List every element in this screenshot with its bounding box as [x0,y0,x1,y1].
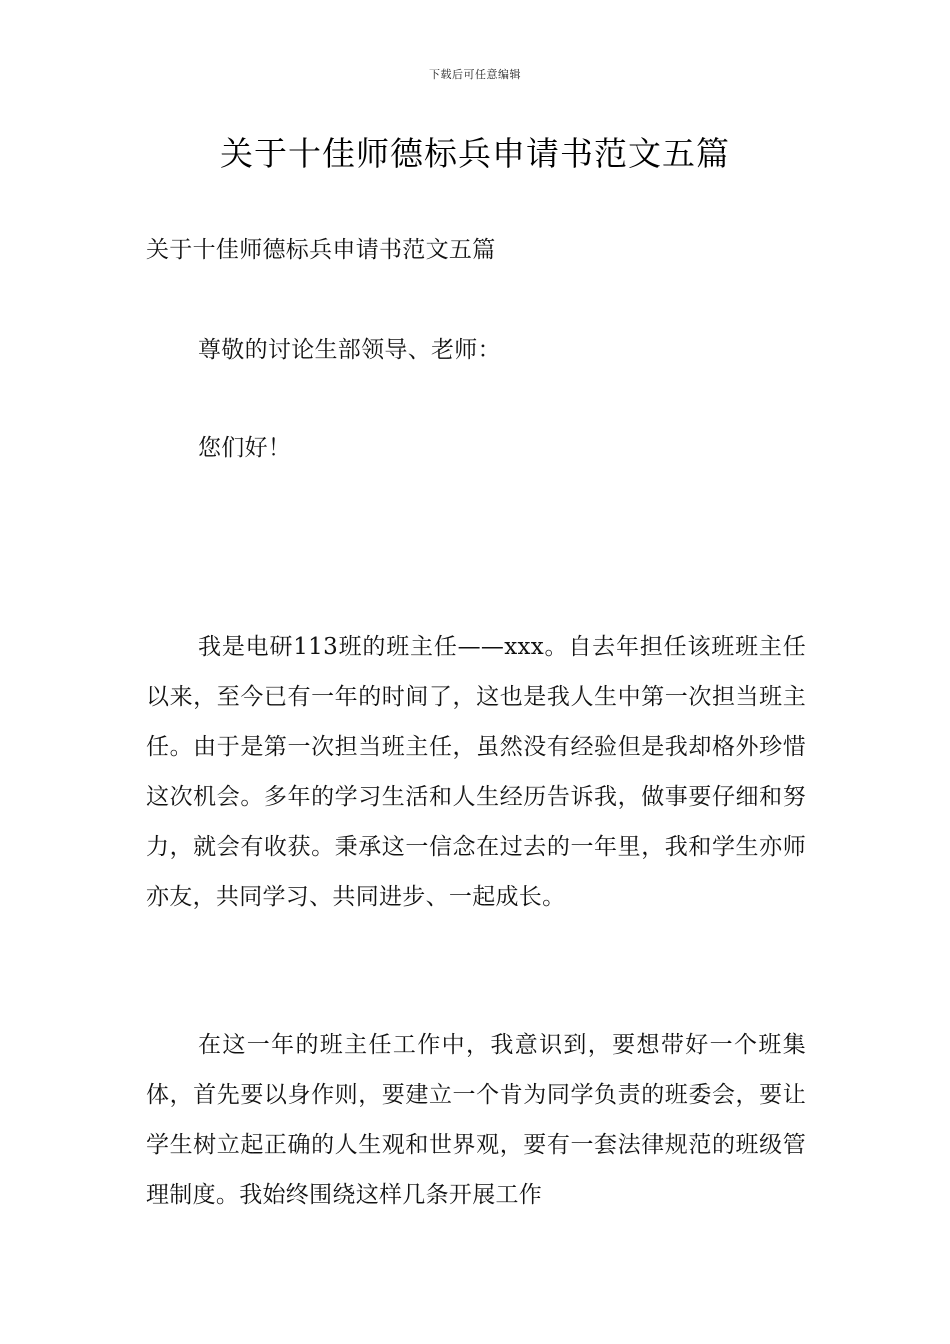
body-paragraph: 我是电研113班的班主任——xxx。自去年担任该班班主任以来，至今已有一年的时间了，这也是我人生中第一次担当班主任。由于是第一次担当班主任，虽然没有经验但是我却格外珍惜这次机会。多年的学习生活和人生经历告诉我，做事要仔细和努力，就会有收获。秉承这一信念在过去的一年里，我和学生亦师亦友，共同学习、共同进步、一起成长。 [146,634,806,910]
document-title: 关于十佳师德标兵申请书范文五篇 [220,134,730,173]
greeting: 您们好！ [198,435,292,461]
header-note: 下载后可任意编辑 [429,68,521,81]
body-paragraph: 在这一年的班主任工作中，我意识到，要想带好一个班集体，首先要以身作则，要建立一个肯为同学负责的班委会，要让学生树立起正确的人生观和世界观，要有一套法律规范的班级管理制度。我始终围绕这样几条开展工作 [146,1032,806,1208]
salutation: 尊敬的讨论生部领导、老师： [198,337,501,363]
document-subtitle: 关于十佳师德标兵申请书范文五篇 [146,237,496,263]
